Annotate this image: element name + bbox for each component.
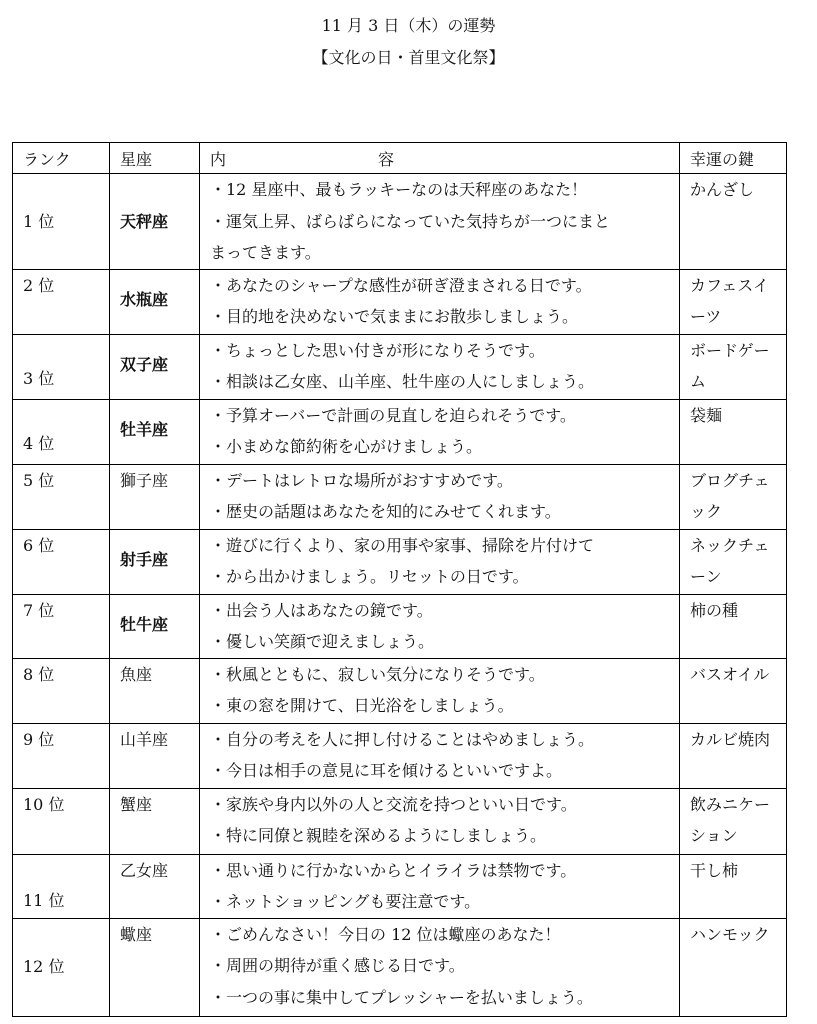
content-line: ・デートはレトロな場所がおすすめです。 <box>210 470 513 490</box>
content-line: ・東の窓を開けて、日光浴をしましょう。 <box>210 696 514 715</box>
content-line: ・秋風とともに、寂しい気分になりそうです。 <box>210 664 545 684</box>
content-line: ・あなたのシャープな感性が研ぎ澄まされる日です。 <box>210 275 592 295</box>
content-cell <box>200 174 680 270</box>
content-line: ・小まめな節約術を心がけましょう。 <box>210 437 483 456</box>
content-line: ・12 星座中、最もラッキーなのは天秤座のあなた！ <box>210 180 588 199</box>
content-cell <box>200 723 680 788</box>
sign-cell: 獅子座 <box>110 464 200 529</box>
lucky-key-cell: カルビ焼肉 <box>680 723 787 788</box>
content-line: まってきます。 <box>210 243 321 262</box>
content-line: ・相談は乙女座、山羊座、牡牛座の人にしましょう。 <box>210 372 595 391</box>
lucky-key-cell: 袋麺 <box>680 399 787 464</box>
content-line: ・自分の考えを人に押し付けることはやめましょう。 <box>210 729 595 749</box>
column-header-content: 内 容 <box>200 143 680 174</box>
content-cell <box>200 269 680 334</box>
content-line: ・遊びに行くより、家の用事や家事、掃除を片付けて <box>210 535 595 555</box>
rank-cell: 1 位 <box>13 174 110 270</box>
content-cell <box>200 854 680 918</box>
rank-cell: 11 位 <box>13 854 110 918</box>
sign-cell: 蠍座 <box>110 918 200 1016</box>
content-cell <box>200 529 680 594</box>
lucky-key-cell: ボードゲーム <box>680 334 787 399</box>
content-line: ・ちょっとした思い付きが形になりそうです。 <box>210 340 545 360</box>
rank-cell: 12 位 <box>13 918 110 1016</box>
table-row <box>13 594 787 658</box>
content-line: ・ごめんなさい！今日の 12 位は蠍座のあなた！ <box>210 924 561 944</box>
rank-cell: 9 位 <box>13 723 110 788</box>
content-line: ・一つの事に集中してプレッシャーを払いましょう。 <box>210 987 593 1007</box>
sign-cell: 蟹座 <box>110 788 200 854</box>
table-row <box>13 658 787 723</box>
content-line: ・出会う人はあなたの鏡です。 <box>210 600 433 620</box>
rank-cell: 2 位 <box>13 269 110 334</box>
content-line: ・歴史の話題はあなたを知的にみせてくれます。 <box>210 502 561 521</box>
lucky-key-cell: ハンモック <box>680 918 787 1016</box>
column-header-sign: 星座 <box>110 143 200 174</box>
fortune-table <box>12 142 787 1017</box>
rank-cell: 5 位 <box>13 464 110 529</box>
content-cell <box>200 334 680 399</box>
rank-cell: 7 位 <box>13 594 110 658</box>
sign-cell: 双子座 <box>110 334 200 399</box>
sign-cell: 天秤座 <box>110 174 200 270</box>
content-line: ・目的地を決めないで気ままにお散歩しましょう。 <box>210 307 579 326</box>
rank-cell: 6 位 <box>13 529 110 594</box>
content-line: ・予算オーバーで計画の見直しを迫られそうです。 <box>210 405 576 425</box>
content-line: ・優しい笑顔で迎えましょう。 <box>210 632 435 651</box>
content-line: ・家族や身内以外の人と交流を持つといい日です。 <box>210 794 577 814</box>
content-cell <box>200 594 680 658</box>
content-line: ・から出かけましょう。リセットの日です。 <box>210 567 529 586</box>
rank-cell: 8 位 <box>13 658 110 723</box>
sign-cell: 水瓶座 <box>110 269 200 334</box>
table-row <box>13 269 787 334</box>
lucky-key-cell: かんざし <box>680 174 787 270</box>
content-line: ・思い通りに行かないからとイライラは禁物です。 <box>210 860 577 880</box>
rank-cell: 3 位 <box>13 334 110 399</box>
lucky-key-cell: 柿の種 <box>680 594 787 658</box>
rank-cell: 10 位 <box>13 788 110 854</box>
lucky-key-cell: 飲みニケーション <box>680 788 787 854</box>
content-cell <box>200 464 680 529</box>
table-header-row <box>13 143 787 174</box>
sign-cell: 牡羊座 <box>110 399 200 464</box>
table-row <box>13 174 787 270</box>
table-row <box>13 854 787 918</box>
page-title: 11 月 3 日（木）の運勢 <box>321 16 496 35</box>
table-row <box>13 529 787 594</box>
page-subtitle: 【文化の日・首里文化祭】 <box>312 48 505 67</box>
table-row <box>13 464 787 529</box>
sign-cell: 魚座 <box>110 658 200 723</box>
content-cell <box>200 788 680 854</box>
content-cell <box>200 918 680 1016</box>
content-cell <box>200 658 680 723</box>
table-row <box>13 334 787 399</box>
lucky-key-cell: ブログチェック <box>680 464 787 529</box>
table-row <box>13 399 787 464</box>
content-cell <box>200 399 680 464</box>
column-header-lucky-key: 幸運の鍵 <box>680 143 787 174</box>
lucky-key-cell: ネックチェーン <box>680 529 787 594</box>
table-row <box>13 918 787 1016</box>
table-row <box>13 788 787 854</box>
column-header-rank: ランク <box>13 143 110 174</box>
sign-cell: 牡牛座 <box>110 594 200 658</box>
lucky-key-cell: バスオイル <box>680 658 787 723</box>
lucky-key-cell: カフェスイーツ <box>680 269 787 334</box>
sign-cell: 射手座 <box>110 529 200 594</box>
content-line: ・特に同僚と親睦を深めるようにしましょう。 <box>210 826 547 845</box>
rank-cell: 4 位 <box>13 399 110 464</box>
sign-cell: 山羊座 <box>110 723 200 788</box>
table-row <box>13 723 787 788</box>
content-line: ・運気上昇、ばらばらになっていた気持ちが一つにまと <box>210 211 611 231</box>
content-line: ・今日は相手の意見に耳を傾けるといいですよ。 <box>210 761 563 780</box>
sign-cell: 乙女座 <box>110 854 200 918</box>
content-line: ・周囲の期待が重く感じる日です。 <box>210 956 465 975</box>
lucky-key-cell: 干し柿 <box>680 854 787 918</box>
content-line: ・ネットショッピングも要注意です。 <box>210 892 481 911</box>
